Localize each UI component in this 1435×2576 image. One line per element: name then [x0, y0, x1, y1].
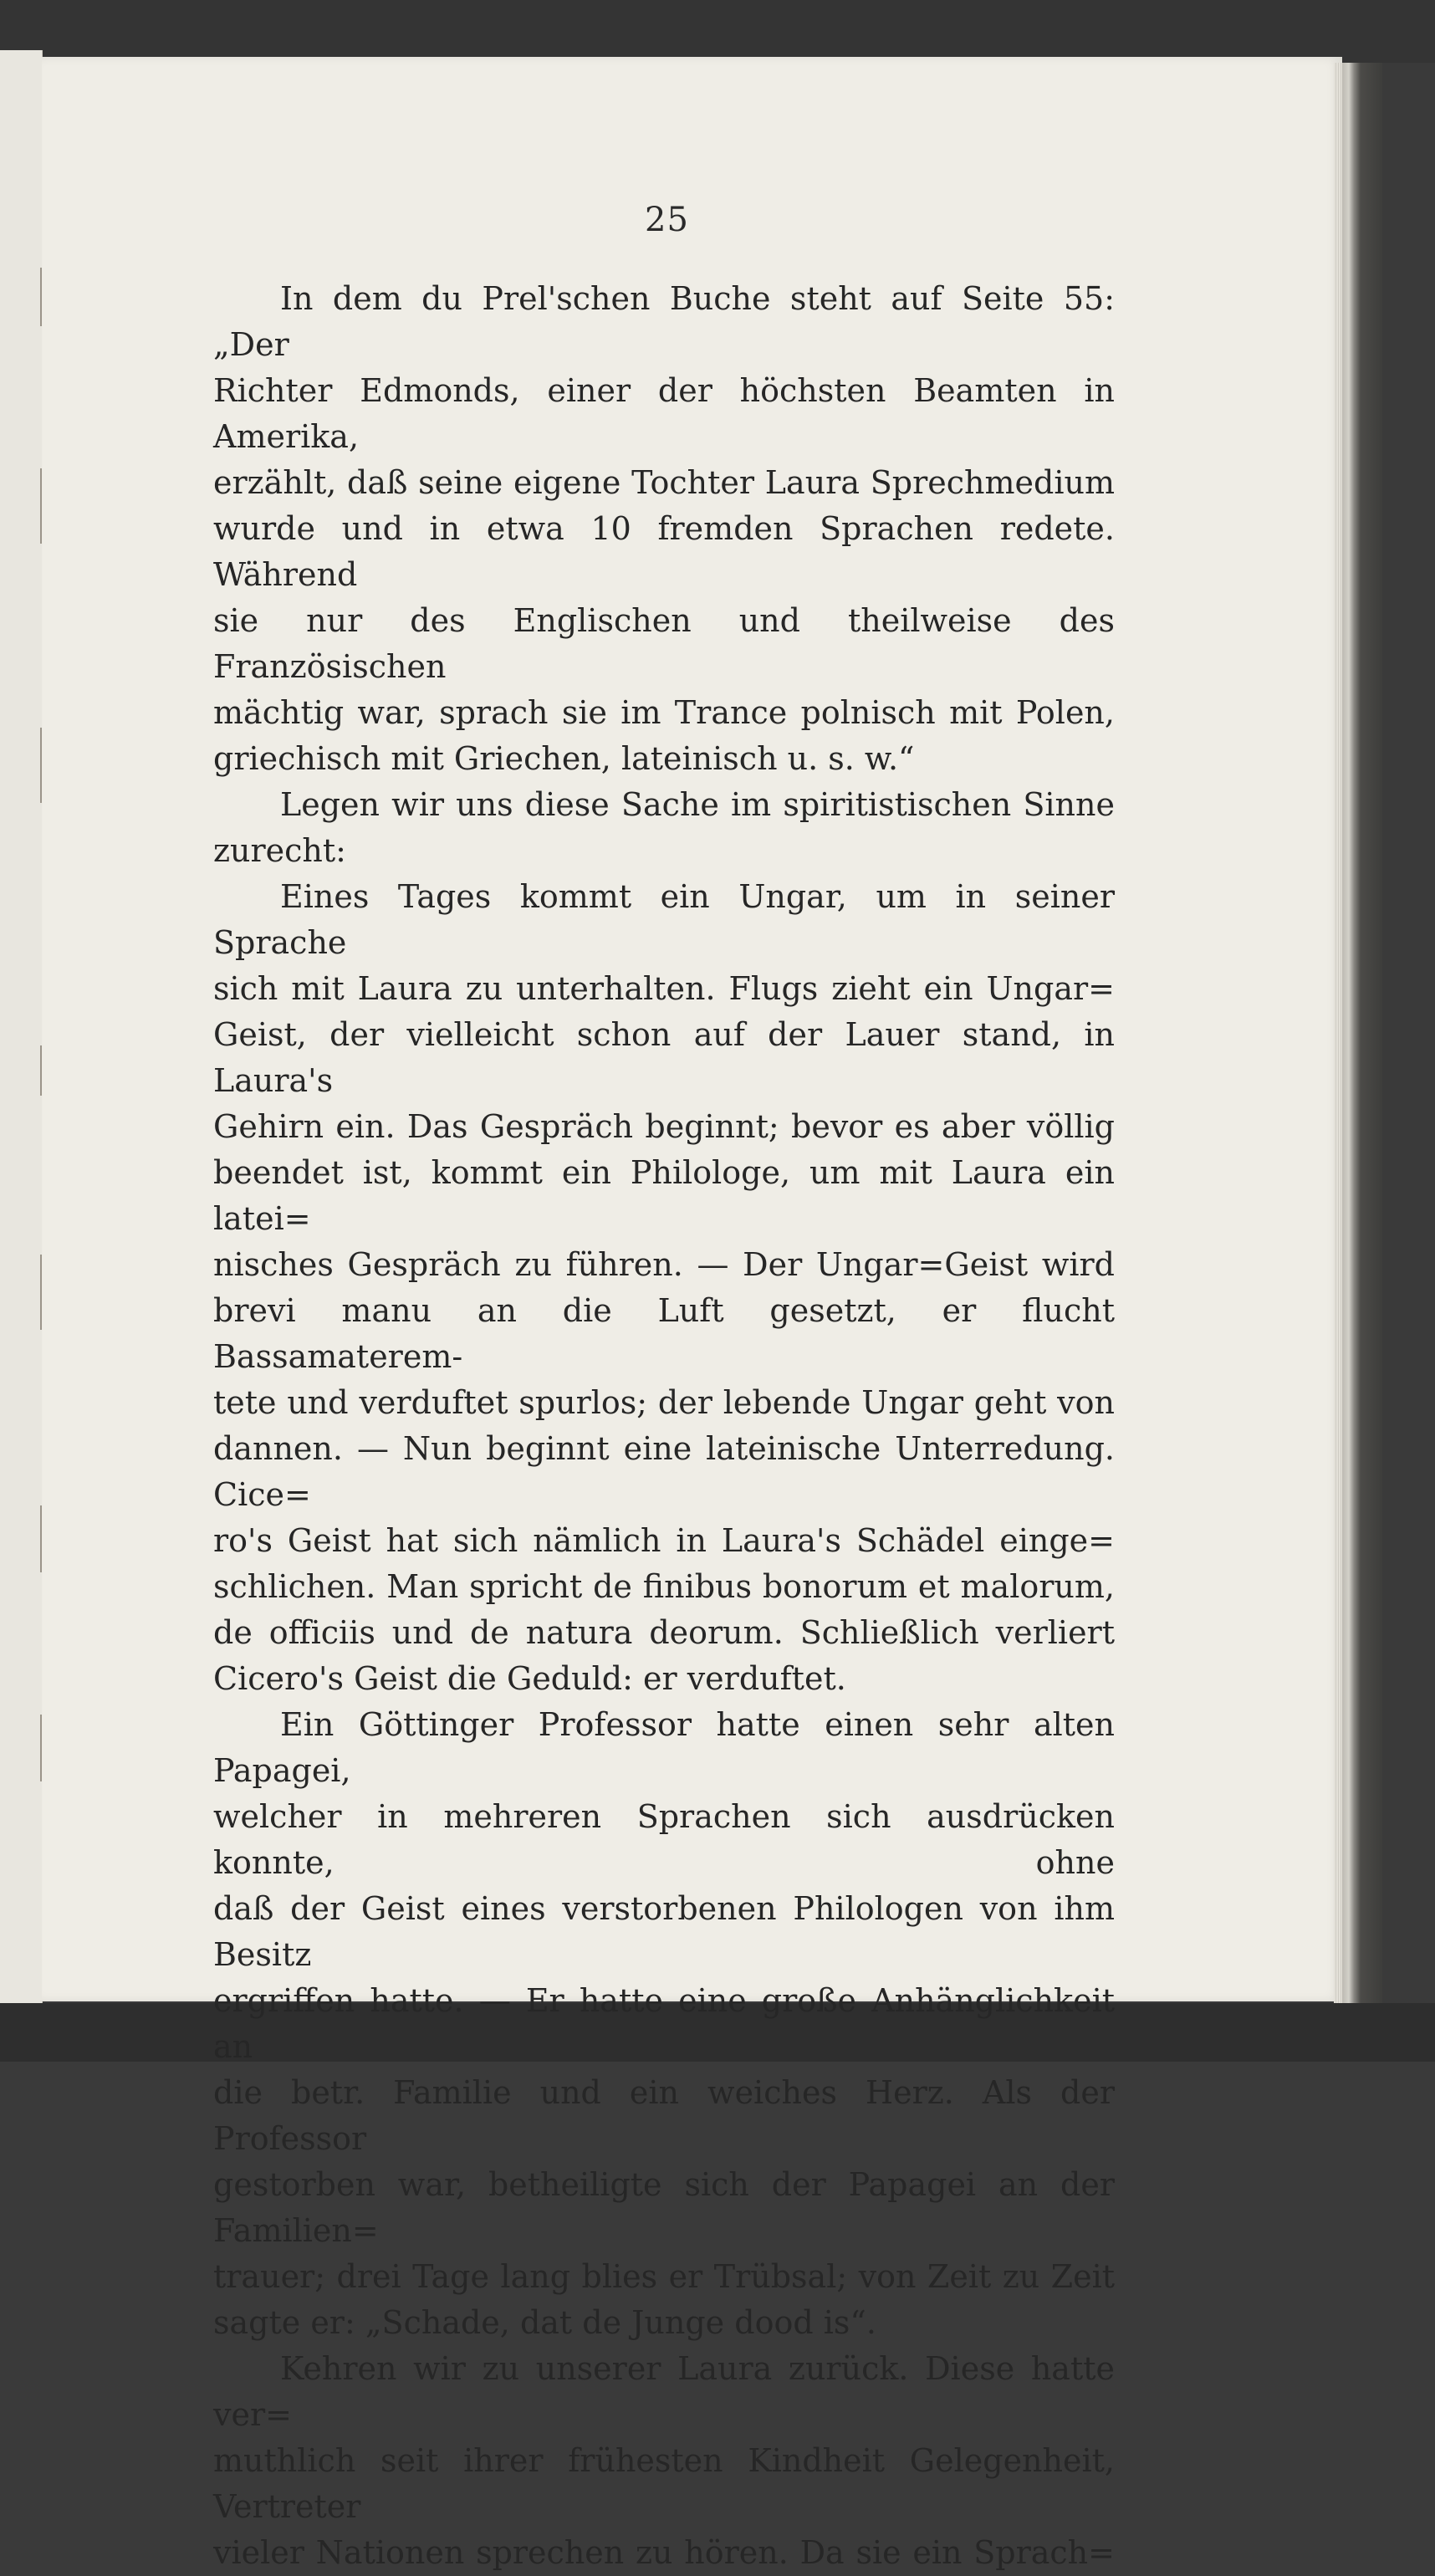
text-line: griechisch mit Griechen, lateinisch u. s. w.“: [213, 740, 915, 777]
text-line: Kehren wir zu unserer Laura zurück. Diese hatte ver=: [213, 2350, 1115, 2433]
text-line: Legen wir uns diese Sache im spiritistischen Sinne: [280, 786, 1115, 823]
background-top: [0, 0, 1435, 63]
text-line: sagte er: „Schade, dat de Junge dood is“.: [213, 2304, 876, 2341]
text-line: Gehirn ein. Das Gespräch beginnt; bevor es aber völlig: [213, 1108, 1115, 1145]
text-line: vieler Nationen sprechen zu hören. Da sie ein Sprach=: [213, 2534, 1115, 2571]
text-line: die betr. Familie und ein weiches Herz. Als der Professor: [213, 2074, 1115, 2157]
text-line: wurde und in etwa 10 fremden Sprachen redete. Während: [213, 510, 1115, 593]
text-line: muthlich seit ihrer frühesten Kindheit Gelegenheit, Vertreter: [213, 2442, 1115, 2525]
text-line: mächtig war, sprach sie im Trance polnisch mit Polen,: [213, 694, 1115, 731]
body-text: [213, 276, 1115, 2576]
text-line: de officiis und de natura deorum. Schließlich verliert: [213, 1614, 1115, 1651]
text-line: nisches Gespräch zu führen. — Der Ungar=Geist wird: [213, 1246, 1115, 1283]
text-line: Richter Edmonds, einer der höchsten Beamten in Amerika,: [213, 372, 1115, 455]
text-line: Ein Göttinger Professor hatte einen sehr alten Papagei,: [213, 1706, 1115, 1789]
text-line: ergriffen hatte. — Er hatte eine große Anhänglichkeit an: [213, 1982, 1115, 2065]
text-line: In dem du Prel'schen Buche steht auf Seite 55: „Der: [213, 280, 1115, 363]
text-line: zurecht:: [213, 832, 346, 869]
text-line: brevi manu an die Luft gesetzt, er flucht Bassamaterem-: [213, 1292, 1115, 1375]
text-line: daß der Geist eines verstorbenen Philologen von ihm Besitz: [213, 1890, 1115, 1973]
text-line: Cicero's Geist die Geduld: er verduftet.: [213, 1660, 846, 1697]
text-line: tete und verduftet spurlos; der lebende Ungar geht von: [213, 1384, 1115, 1421]
text-line: dannen. — Nun beginnt eine lateinische Unterredung. Cice=: [213, 1430, 1115, 1513]
left-page-edge: [0, 50, 43, 2003]
text-line: gestorben war, betheiligte sich der Papagei an der Familien=: [213, 2166, 1115, 2249]
text-line: beendet ist, kommt ein Philologe, um mit Laura ein latei=: [213, 1154, 1115, 1237]
text-line: Eines Tages kommt ein Ungar, um in seiner Sprache: [213, 878, 1115, 961]
text-line: schlichen. Man spricht de finibus bonorum et malorum,: [213, 1568, 1115, 1605]
text-line: trauer; drei Tage lang blies er Trübsal; von Zeit zu Zeit: [213, 2258, 1115, 2295]
text-line: sie nur des Englischen und theilweise des Französischen: [213, 602, 1115, 685]
text-line: welcher in mehreren Sprachen sich ausdrücken konnte, ohne: [213, 1798, 1115, 1881]
text-line: ro's Geist hat sich nämlich in Laura's Schädel einge=: [213, 1522, 1115, 1559]
text-line: erzählt, daß seine eigene Tochter Laura Sprechmedium: [213, 464, 1115, 501]
text-line: sich mit Laura zu unterhalten. Flugs zieht ein Ungar=: [213, 970, 1115, 1007]
book-spine: [1342, 63, 1382, 2011]
page-number: 25: [645, 201, 689, 239]
text-line: Geist, der vielleicht schon auf der Lauer stand, in Laura's: [213, 1016, 1115, 1099]
